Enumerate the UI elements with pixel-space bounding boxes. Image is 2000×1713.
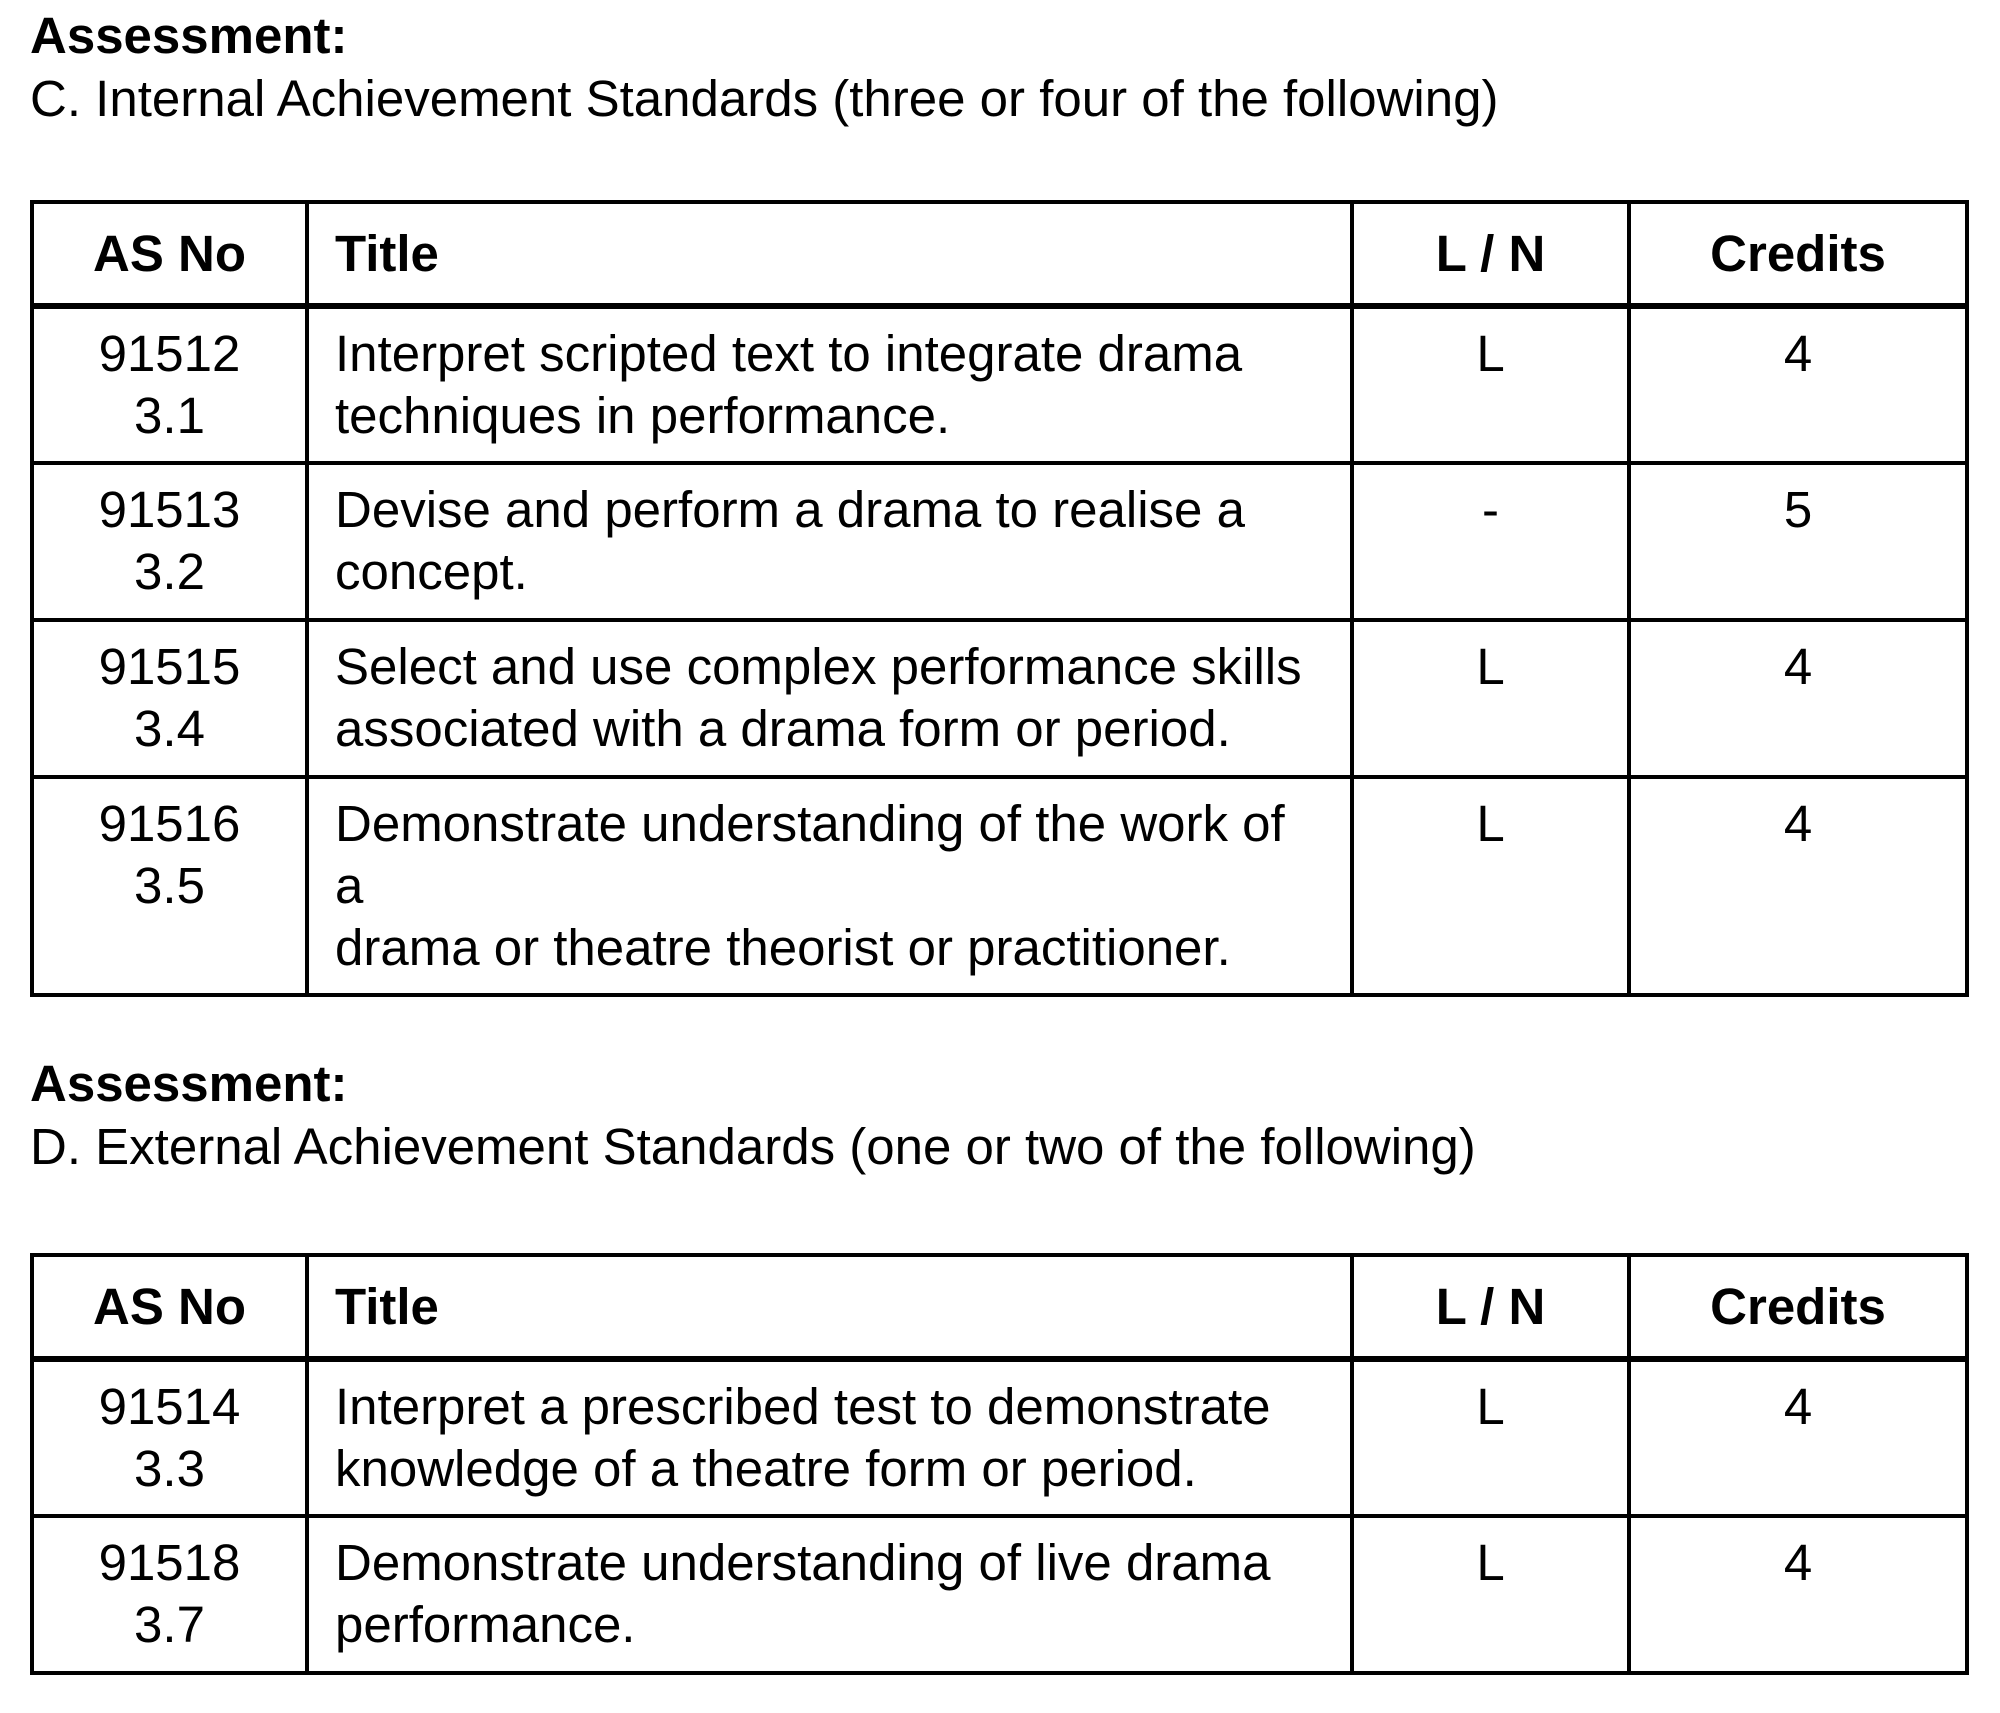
title-cell	[307, 306, 1352, 463]
ln-cell: L	[1352, 620, 1629, 777]
table-row	[32, 1516, 1967, 1673]
section-c-assessment-label: Assessment:	[30, 7, 348, 64]
col-header-credits: Credits	[1629, 202, 1967, 306]
as-no-cell	[32, 1516, 307, 1673]
as-no-cell	[32, 306, 307, 463]
ln-cell: L	[1352, 1359, 1629, 1516]
table-row	[32, 620, 1967, 777]
title-line: Demonstrate understanding of the work of a	[335, 795, 1285, 914]
title-line: concept.	[335, 543, 528, 600]
title-line: Interpret scripted text to integrate drama	[335, 325, 1243, 382]
table-row	[32, 463, 1967, 620]
col-header-as-no: AS No	[32, 202, 307, 306]
col-header-as-no: AS No	[32, 1255, 307, 1359]
as-no-value: 91516	[98, 795, 241, 852]
internal-standards-table	[30, 200, 1969, 997]
table-row	[32, 306, 1967, 463]
as-code-value: 3.2	[134, 543, 205, 600]
col-header-ln: L / N	[1352, 202, 1629, 306]
title-line: knowledge of a theatre form or period.	[335, 1440, 1197, 1497]
title-line: techniques in performance.	[335, 387, 951, 444]
credits-cell: 4	[1629, 777, 1967, 995]
as-no-value: 91515	[98, 638, 241, 695]
section-d-subtitle: D. External Achievement Standards (one or two of the following)	[30, 1118, 1476, 1175]
title-line: Devise and perform a drama to realise a	[335, 481, 1245, 538]
title-cell	[307, 1359, 1352, 1516]
as-no-cell	[32, 620, 307, 777]
external-standards-table	[30, 1253, 1969, 1675]
table-row	[32, 1359, 1967, 1516]
as-no-cell	[32, 463, 307, 620]
title-line: Demonstrate understanding of live drama	[335, 1534, 1271, 1591]
section-d-assessment-label: Assessment:	[30, 1055, 348, 1112]
title-line: Select and use complex performance skills	[335, 638, 1302, 695]
ln-cell: L	[1352, 777, 1629, 995]
title-cell	[307, 620, 1352, 777]
as-no-value: 91513	[98, 481, 241, 538]
as-code-value: 3.7	[134, 1596, 205, 1653]
ln-cell: -	[1352, 463, 1629, 620]
as-no-value: 91514	[98, 1378, 241, 1435]
as-no-cell	[32, 1359, 307, 1516]
col-header-title: Title	[307, 1255, 1352, 1359]
credits-cell: 5	[1629, 463, 1967, 620]
col-header-credits: Credits	[1629, 1255, 1967, 1359]
credits-cell: 4	[1629, 620, 1967, 777]
credits-cell: 4	[1629, 1516, 1967, 1673]
title-line: Interpret a prescribed test to demonstrate	[335, 1378, 1271, 1435]
title-line: associated with a drama form or period.	[335, 700, 1231, 757]
title-line: performance.	[335, 1596, 636, 1653]
title-cell	[307, 463, 1352, 620]
as-no-value: 91512	[98, 325, 241, 382]
table-header-row	[32, 1255, 1967, 1359]
table-header-row	[32, 202, 1967, 306]
credits-cell: 4	[1629, 1359, 1967, 1516]
section-c-heading	[30, 4, 1498, 130]
title-line: drama or theatre theorist or practitioner.	[335, 919, 1231, 976]
credits-cell: 4	[1629, 306, 1967, 463]
title-cell	[307, 777, 1352, 995]
col-header-ln: L / N	[1352, 1255, 1629, 1359]
ln-cell: L	[1352, 306, 1629, 463]
section-d-heading	[30, 1052, 1476, 1178]
col-header-title: Title	[307, 202, 1352, 306]
table-row	[32, 777, 1967, 995]
as-no-value: 91518	[98, 1534, 241, 1591]
as-code-value: 3.5	[134, 857, 205, 914]
section-c-subtitle: C. Internal Achievement Standards (three or four of the following)	[30, 70, 1499, 127]
as-code-value: 3.1	[134, 387, 205, 444]
ln-cell: L	[1352, 1516, 1629, 1673]
as-code-value: 3.4	[134, 700, 205, 757]
as-code-value: 3.3	[134, 1440, 205, 1497]
title-cell	[307, 1516, 1352, 1673]
as-no-cell	[32, 777, 307, 995]
